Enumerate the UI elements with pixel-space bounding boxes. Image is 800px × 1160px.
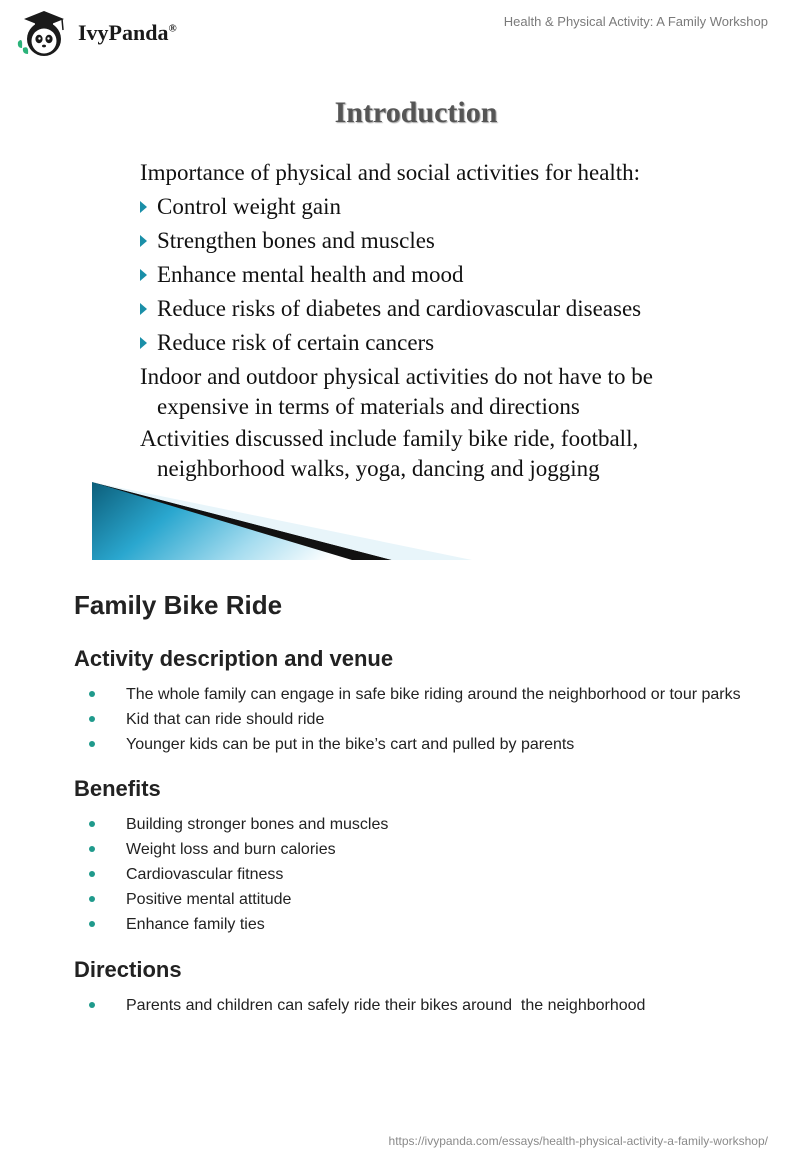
- slide-paragraph: [140, 362, 740, 422]
- triangle-bullet-icon: [140, 235, 147, 247]
- panda-graduate-icon[interactable]: [14, 8, 72, 58]
- triangle-bullet-icon: [140, 201, 147, 213]
- list-item: [74, 887, 754, 912]
- slide-paragraph-line: Activities discussed include family bike ride, football,: [140, 426, 639, 451]
- list-item: [74, 993, 754, 1018]
- slide-bullet: [140, 292, 740, 326]
- slide-image: [92, 88, 732, 562]
- triangle-bullet-icon: [140, 303, 147, 315]
- slide-bullet-text: Enhance mental health and mood: [157, 262, 464, 287]
- bullet-dot-icon: [89, 1002, 95, 1008]
- list-item: [74, 732, 754, 757]
- directions-list: [74, 993, 754, 1018]
- list-item: [74, 912, 754, 937]
- slide-bullet: [140, 326, 740, 360]
- slide-bullet-text: Reduce risk of certain cancers: [157, 330, 435, 355]
- article-content: [74, 586, 754, 1018]
- triangle-bullet-icon: [140, 269, 147, 281]
- list-item: [74, 682, 754, 707]
- bullet-dot-icon: [89, 716, 95, 722]
- bullet-dot-icon: [89, 896, 95, 902]
- list-item-text: Building stronger bones and muscles: [126, 816, 389, 833]
- list-item: [74, 837, 754, 862]
- list-item-text: Positive mental attitude: [126, 891, 292, 908]
- list-item: [74, 862, 754, 887]
- list-item-text: Parents and children can safely ride their bikes around the neighborhood: [126, 997, 646, 1014]
- bullet-dot-icon: [89, 871, 95, 877]
- slide-paragraph-line: Indoor and outdoor physical activities do not have to be: [140, 364, 653, 389]
- activity-heading: Activity description and venue: [74, 646, 394, 671]
- list-item-text: The whole family can engage in safe bike riding around the neighborhood or tour parks: [126, 686, 741, 703]
- source-url-link[interactable]: https://ivypanda.com/essays/health-physical-activity-a-family-workshop/: [388, 1134, 768, 1148]
- slide-bullet-text: Strengthen bones and muscles: [157, 228, 435, 253]
- page-header: [0, 0, 800, 60]
- registered-mark: ®: [168, 22, 177, 35]
- list-item-text: Weight loss and burn calories: [126, 841, 336, 858]
- bullet-dot-icon: [89, 741, 95, 747]
- directions-heading: Directions: [74, 957, 182, 982]
- slide-paragraph: [140, 424, 740, 484]
- slide-decoration-wedge: [92, 482, 472, 562]
- benefits-heading: Benefits: [74, 776, 161, 801]
- activity-list: [74, 682, 754, 757]
- bullet-dot-icon: [89, 821, 95, 827]
- slide-bullet-text: Control weight gain: [157, 194, 341, 219]
- bullet-dot-icon: [89, 846, 95, 852]
- slide-body: [140, 156, 740, 484]
- section-title: Family Bike Ride: [74, 590, 283, 620]
- list-item-text: Cardiovascular fitness: [126, 866, 284, 883]
- slide-lead: Importance of physical and social activities for health:: [140, 160, 641, 185]
- benefits-list: [74, 812, 754, 937]
- slide-bullet-text: Reduce risks of diabetes and cardiovascular diseases: [157, 296, 642, 321]
- brand-name[interactable]: [78, 20, 177, 46]
- document-title: Health & Physical Activity: A Family Workshop: [503, 14, 768, 29]
- bullet-dot-icon: [89, 691, 95, 697]
- list-item-text: Kid that can ride should ride: [126, 711, 325, 728]
- slide-paragraph-line: expensive in terms of materials and directions: [157, 394, 580, 419]
- slide-paragraph-line: neighborhood walks, yoga, dancing and jogging: [157, 456, 600, 481]
- triangle-bullet-icon: [140, 337, 147, 349]
- list-item: [74, 812, 754, 837]
- list-item-text: Enhance family ties: [126, 916, 265, 933]
- brand-text: IvyPanda: [78, 20, 169, 45]
- list-item: [74, 707, 754, 732]
- list-item-text: Younger kids can be put in the bike’s cart and pulled by parents: [126, 736, 575, 753]
- slide-bullet: [140, 258, 740, 292]
- slide-bullet: [140, 224, 740, 258]
- slide-bullet: [140, 190, 740, 224]
- bullet-dot-icon: [89, 921, 95, 927]
- slide-title: Introduction: [334, 96, 498, 129]
